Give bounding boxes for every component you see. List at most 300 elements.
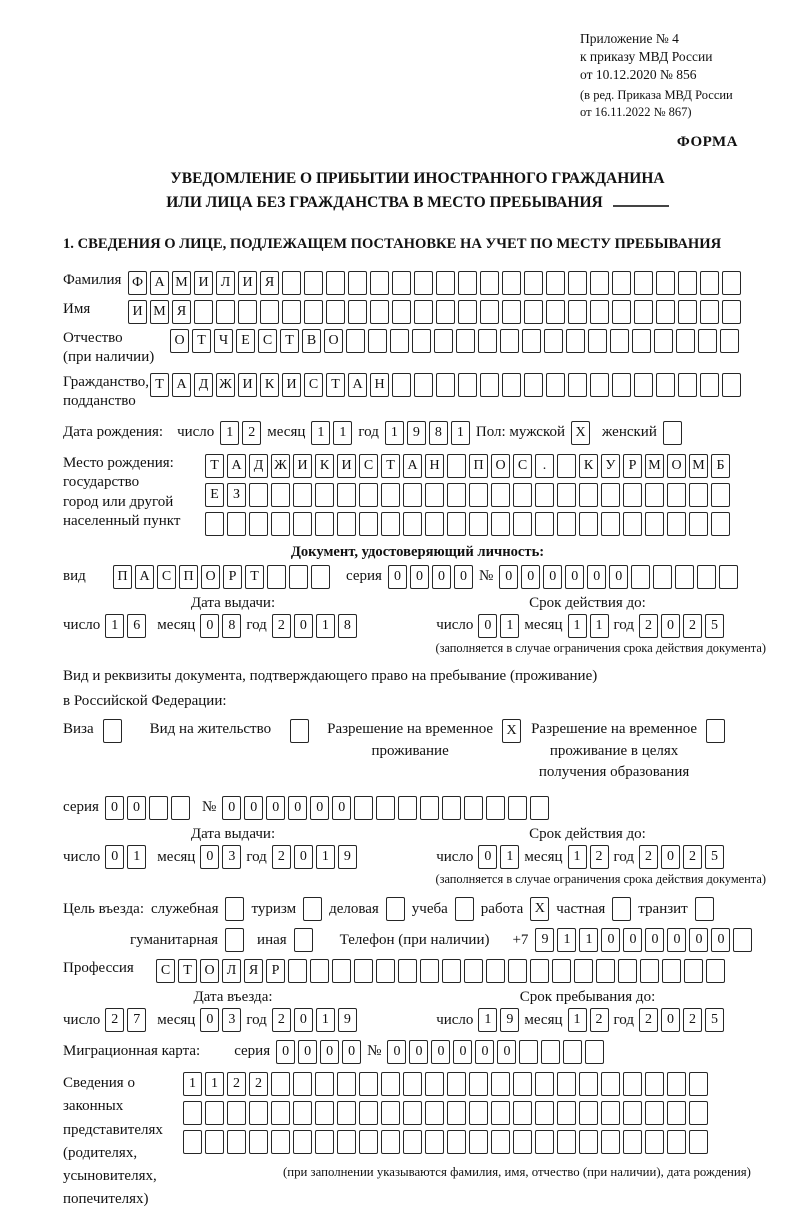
residence-doc-intro: Вид и реквизиты документа, подтверждающего право на пребывание (проживание) в Российской Федерации: (63, 667, 598, 710)
char-cell (414, 271, 433, 295)
char-cell: 0 (409, 1040, 428, 1064)
char-cell (579, 483, 598, 507)
char-cell: 9 (338, 1008, 357, 1032)
temp-permit-label: Разрешение на временное проживание (327, 720, 494, 759)
legal-rep-cells-row3 (183, 1130, 751, 1154)
doc-number-label: № (478, 568, 494, 585)
char-cell (590, 271, 609, 295)
stay-day-cells (478, 1008, 519, 1032)
char-cell (271, 1130, 290, 1154)
char-cell (103, 719, 122, 743)
char-cell (315, 1101, 334, 1125)
char-cell (447, 454, 466, 478)
char-cell: 5 (705, 845, 724, 869)
char-cell: 1 (500, 614, 519, 638)
char-cell: А (348, 373, 367, 397)
char-cell (568, 373, 587, 397)
char-cell (368, 329, 387, 353)
char-cell: Ф (128, 271, 147, 295)
char-cell: 8 (338, 614, 357, 638)
char-cell (623, 1101, 642, 1125)
char-cell: 2 (683, 614, 702, 638)
char-cell (601, 1101, 620, 1125)
char-cell (684, 959, 703, 983)
month-label: месяц (267, 424, 306, 441)
char-cell (546, 271, 565, 295)
char-cell (588, 329, 607, 353)
purpose-work-checkbox (530, 897, 549, 921)
char-cell (720, 329, 739, 353)
char-cell: О (170, 329, 189, 353)
char-cell (469, 1101, 488, 1125)
char-cell (392, 300, 411, 324)
legal-rep-cells-row1 (183, 1072, 751, 1096)
char-cell (544, 329, 563, 353)
char-cell (304, 271, 323, 295)
char-cell (722, 271, 741, 295)
visit-purpose-label: Цель въезда: (63, 900, 144, 917)
char-cell (458, 373, 477, 397)
char-cell (289, 565, 308, 589)
char-cell (579, 1072, 598, 1096)
char-cell (288, 959, 307, 983)
section1-heading: 1. СВЕДЕНИЯ О ЛИЦЕ, ПОДЛЕЖАЩЕМ ПОСТАНОВКЕ НА УЧЕТ ПО МЕСТУ ПРЕБЫВАНИЯ (63, 235, 722, 252)
entry-date-headings (63, 989, 772, 1006)
char-cell: 0 (200, 614, 219, 638)
char-cell (546, 373, 565, 397)
char-cell: 2 (683, 1008, 702, 1032)
edu-permit-checkbox (706, 719, 725, 743)
char-cell: 9 (535, 928, 554, 952)
char-cell (491, 512, 510, 536)
char-cell: Д (249, 454, 268, 478)
sex-male-checkbox (571, 421, 590, 445)
visit-purpose-row (63, 897, 772, 921)
char-cell (392, 271, 411, 295)
char-cell: 0 (105, 845, 124, 869)
char-cell: 9 (338, 845, 357, 869)
char-cell (403, 512, 422, 536)
char-cell (513, 512, 532, 536)
char-cell: 0 (661, 845, 680, 869)
char-cell (631, 565, 650, 589)
char-cell (434, 329, 453, 353)
given-name-label: Имя (63, 300, 91, 317)
char-cell: X (502, 719, 521, 743)
char-cell (675, 565, 694, 589)
char-cell (579, 1101, 598, 1125)
char-cell (698, 329, 717, 353)
char-cell (227, 1101, 246, 1125)
char-cell (171, 796, 190, 820)
stay-year-cells (639, 1008, 724, 1032)
char-cell (601, 512, 620, 536)
char-cell: И (128, 300, 147, 324)
char-cell: 1 (451, 421, 470, 445)
char-cell: Е (205, 483, 224, 507)
stay-month-cells (568, 1008, 609, 1032)
char-cell (563, 1040, 582, 1064)
char-cell (480, 300, 499, 324)
legal-representatives-label: Сведения о законных представителях (родителях, усыновителях, попечителях) (63, 1075, 163, 1208)
char-cell: 0 (294, 845, 313, 869)
char-cell: С (304, 373, 323, 397)
char-cell (640, 959, 659, 983)
char-cell: 1 (316, 614, 335, 638)
valid-day-cells (478, 614, 519, 638)
char-cell (403, 1072, 422, 1096)
char-cell (634, 373, 653, 397)
purpose-other-label: иная (257, 931, 287, 948)
migration-number-cells (387, 1040, 604, 1064)
char-cell (447, 1130, 466, 1154)
char-cell (574, 959, 593, 983)
char-cell (469, 483, 488, 507)
char-cell: 0 (453, 1040, 472, 1064)
char-cell: Т (245, 565, 264, 589)
char-cell: 9 (500, 1008, 519, 1032)
char-cell: П (113, 565, 132, 589)
char-cell: 1 (500, 845, 519, 869)
char-cell: 0 (294, 1008, 313, 1032)
birth-place-label: Место рождения: государство город или другой населенный пункт (63, 454, 181, 530)
char-cell: А (403, 454, 422, 478)
char-cell (370, 300, 389, 324)
char-cell: 3 (222, 1008, 241, 1032)
char-cell: 9 (407, 421, 426, 445)
char-cell: 1 (568, 1008, 587, 1032)
given-name-cells (128, 300, 741, 324)
char-cell: К (315, 454, 334, 478)
char-cell: X (571, 421, 590, 445)
char-cell: 0 (387, 1040, 406, 1064)
char-cell: Р (223, 565, 242, 589)
char-cell (398, 796, 417, 820)
migration-series-cells (276, 1040, 361, 1064)
char-cell (601, 1072, 620, 1096)
char-cell: 0 (244, 796, 263, 820)
char-cell (667, 1072, 686, 1096)
char-cell (249, 483, 268, 507)
char-cell (337, 483, 356, 507)
char-cell (502, 300, 521, 324)
char-cell: К (579, 454, 598, 478)
phone-label: Телефон (при наличии) (339, 931, 490, 948)
char-cell (557, 483, 576, 507)
char-cell: 2 (683, 845, 702, 869)
char-cell: 0 (497, 1040, 516, 1064)
char-cell (403, 1101, 422, 1125)
char-cell (700, 373, 719, 397)
char-cell: Т (280, 329, 299, 353)
char-cell (579, 512, 598, 536)
char-cell: 0 (587, 565, 606, 589)
purpose-humanitarian-checkbox (225, 928, 244, 952)
char-cell (311, 565, 330, 589)
char-cell (442, 796, 461, 820)
char-cell (557, 1101, 576, 1125)
char-cell (464, 796, 483, 820)
char-cell (478, 329, 497, 353)
phone-prefix: +7 (512, 931, 529, 948)
char-cell: 0 (667, 928, 686, 952)
residence-series-label: серия (63, 799, 99, 816)
char-cell: Н (370, 373, 389, 397)
char-cell (601, 483, 620, 507)
char-cell (706, 959, 725, 983)
char-cell (271, 483, 290, 507)
char-cell: П (179, 565, 198, 589)
purpose-business-checkbox (386, 897, 405, 921)
sex-female-label: женский (602, 424, 657, 441)
migration-card-label: Миграционная карта: (63, 1043, 201, 1060)
char-cell (662, 959, 681, 983)
char-cell (469, 1130, 488, 1154)
char-cell (370, 271, 389, 295)
char-cell: 0 (320, 1040, 339, 1064)
doc-kind-label: вид (63, 568, 86, 585)
purpose-transit-label: транзит (638, 900, 688, 917)
char-cell: С (258, 329, 277, 353)
char-cell: Р (623, 454, 642, 478)
char-cell (519, 1040, 538, 1064)
entry-year-cells (272, 1008, 357, 1032)
char-cell: 7 (127, 1008, 146, 1032)
residence-permit-label: Вид на жительство (149, 720, 272, 737)
char-cell (695, 897, 714, 921)
valid-month-cells (568, 845, 609, 869)
valid-year-cells (639, 614, 724, 638)
char-cell: 0 (294, 614, 313, 638)
sex-female-checkbox (663, 421, 682, 445)
char-cell (326, 271, 345, 295)
char-cell (634, 271, 653, 295)
char-cell: 0 (310, 796, 329, 820)
migration-series-label: серия (234, 1043, 271, 1060)
char-cell: 2 (639, 845, 658, 869)
char-cell (568, 300, 587, 324)
char-cell (386, 897, 405, 921)
purpose-private-label: частная (556, 900, 606, 917)
char-cell: Т (381, 454, 400, 478)
char-cell (354, 796, 373, 820)
amendment-line: (в ред. Приказа МВД России (580, 88, 733, 103)
edu-permit-label: Разрешение на временное проживание в целях получения образования (531, 720, 698, 781)
temp-permit-checkbox (502, 719, 521, 743)
char-cell (535, 512, 554, 536)
char-cell (337, 1072, 356, 1096)
form-title (63, 167, 772, 214)
char-cell (645, 1101, 664, 1125)
char-cell: 8 (429, 421, 448, 445)
legal-representatives-note: (при заполнении указываются фамилия, имя, отчество (при наличии), дата рождения) (283, 1165, 751, 1180)
char-cell (282, 300, 301, 324)
purpose-work-label: работа (480, 900, 524, 917)
char-cell (634, 300, 653, 324)
purpose-official-label: служебная (150, 900, 219, 917)
char-cell (425, 483, 444, 507)
entry-day-cells (105, 1008, 146, 1032)
char-cell (381, 512, 400, 536)
stay-until-heading: Срок пребывания до: (519, 989, 656, 1006)
char-cell (697, 565, 716, 589)
char-cell: 2 (272, 614, 291, 638)
char-cell (326, 300, 345, 324)
residence-doc-date-headings (63, 826, 772, 843)
char-cell (612, 271, 631, 295)
birth-month-cells (311, 421, 352, 445)
patronymic-label: Отчество (при наличии) (63, 329, 155, 366)
char-cell (348, 271, 367, 295)
purpose-humanitarian-label: гуманитарная (130, 931, 219, 948)
char-cell (502, 271, 521, 295)
char-cell (282, 271, 301, 295)
char-cell (469, 1072, 488, 1096)
char-cell: Ч (214, 329, 233, 353)
char-cell (491, 483, 510, 507)
char-cell: У (601, 454, 620, 478)
char-cell (359, 512, 378, 536)
char-cell (458, 300, 477, 324)
char-cell: 0 (388, 565, 407, 589)
char-cell (403, 1130, 422, 1154)
char-cell (522, 329, 541, 353)
char-cell (183, 1130, 202, 1154)
char-cell: С (156, 959, 175, 983)
char-cell (663, 421, 682, 445)
char-cell: 1 (568, 845, 587, 869)
birth-date-label: Дата рождения: (63, 424, 164, 441)
char-cell (722, 300, 741, 324)
char-cell: 1 (316, 845, 335, 869)
edu-permit-option (531, 719, 725, 784)
char-cell (403, 483, 422, 507)
char-cell (689, 1101, 708, 1125)
char-cell (436, 271, 455, 295)
char-cell (293, 1072, 312, 1096)
char-cell (667, 483, 686, 507)
char-cell: Т (205, 454, 224, 478)
char-cell (447, 483, 466, 507)
char-cell (420, 959, 439, 983)
char-cell (610, 329, 629, 353)
char-cell (376, 796, 395, 820)
entry-date-heading: Дата въезда: (193, 989, 273, 1006)
issue-month-cells (200, 845, 241, 869)
char-cell: 0 (276, 1040, 295, 1064)
char-cell: Т (326, 373, 345, 397)
char-cell (271, 512, 290, 536)
char-cell (271, 1101, 290, 1125)
char-cell (205, 1130, 224, 1154)
char-cell (585, 1040, 604, 1064)
char-cell: О (667, 454, 686, 478)
char-cell: 1 (127, 845, 146, 869)
char-cell: И (337, 454, 356, 478)
char-cell (381, 1072, 400, 1096)
visa-checkbox (103, 719, 122, 743)
phone-cells (535, 928, 752, 952)
identity-doc-row (63, 565, 772, 589)
purpose-official-checkbox (225, 897, 244, 921)
amendment-line: от 16.11.2022 № 867) (580, 104, 692, 119)
char-cell (337, 1101, 356, 1125)
char-cell (216, 300, 235, 324)
char-cell: 0 (565, 565, 584, 589)
char-cell (205, 512, 224, 536)
char-cell (557, 1072, 576, 1096)
char-cell: А (135, 565, 154, 589)
char-cell: 5 (705, 614, 724, 638)
purpose-other-checkbox (294, 928, 313, 952)
purpose-study-label: учеба (411, 900, 448, 917)
char-cell (455, 897, 474, 921)
char-cell (227, 512, 246, 536)
char-cell: 2 (249, 1072, 268, 1096)
char-cell: . (535, 454, 554, 478)
char-cell: М (689, 454, 708, 478)
char-cell: 3 (222, 845, 241, 869)
profession-label: Профессия (63, 960, 134, 977)
char-cell (290, 719, 309, 743)
char-cell (225, 928, 244, 952)
char-cell (390, 329, 409, 353)
char-cell: А (172, 373, 191, 397)
char-cell (359, 483, 378, 507)
char-cell: 0 (200, 845, 219, 869)
issue-year-cells (272, 614, 357, 638)
char-cell: 0 (454, 565, 473, 589)
annex-line: Приложение № 4 (580, 31, 679, 46)
char-cell: 6 (127, 614, 146, 638)
char-cell (508, 959, 527, 983)
char-cell: О (491, 454, 510, 478)
char-cell (557, 512, 576, 536)
char-cell: 2 (639, 1008, 658, 1032)
char-cell: Ж (271, 454, 290, 478)
char-cell (227, 1130, 246, 1154)
char-cell: Т (192, 329, 211, 353)
char-cell: А (150, 271, 169, 295)
char-cell: В (302, 329, 321, 353)
char-cell (436, 373, 455, 397)
char-cell (623, 1130, 642, 1154)
char-cell (557, 1130, 576, 1154)
citizenship-row (63, 373, 772, 412)
char-cell (502, 373, 521, 397)
identity-doc-dates (63, 614, 772, 638)
char-cell: И (282, 373, 301, 397)
char-cell (293, 512, 312, 536)
char-cell (359, 1101, 378, 1125)
char-cell (420, 796, 439, 820)
char-cell: 0 (609, 565, 628, 589)
char-cell: 0 (521, 565, 540, 589)
purpose-study-checkbox (455, 897, 474, 921)
form-title-line1: УВЕДОМЛЕНИЕ О ПРИБЫТИИ ИНОСТРАННОГО ГРАЖДАНИНА (170, 170, 665, 188)
char-cell (612, 300, 631, 324)
char-cell (332, 959, 351, 983)
char-cell (524, 271, 543, 295)
char-cell (552, 959, 571, 983)
char-cell: 0 (298, 1040, 317, 1064)
issue-date-heading: Дата выдачи: (190, 594, 276, 611)
doc-series-cells (388, 565, 473, 589)
char-cell (667, 1101, 686, 1125)
char-cell (601, 1130, 620, 1154)
char-cell: 2 (590, 845, 609, 869)
issue-day-cells (105, 845, 146, 869)
